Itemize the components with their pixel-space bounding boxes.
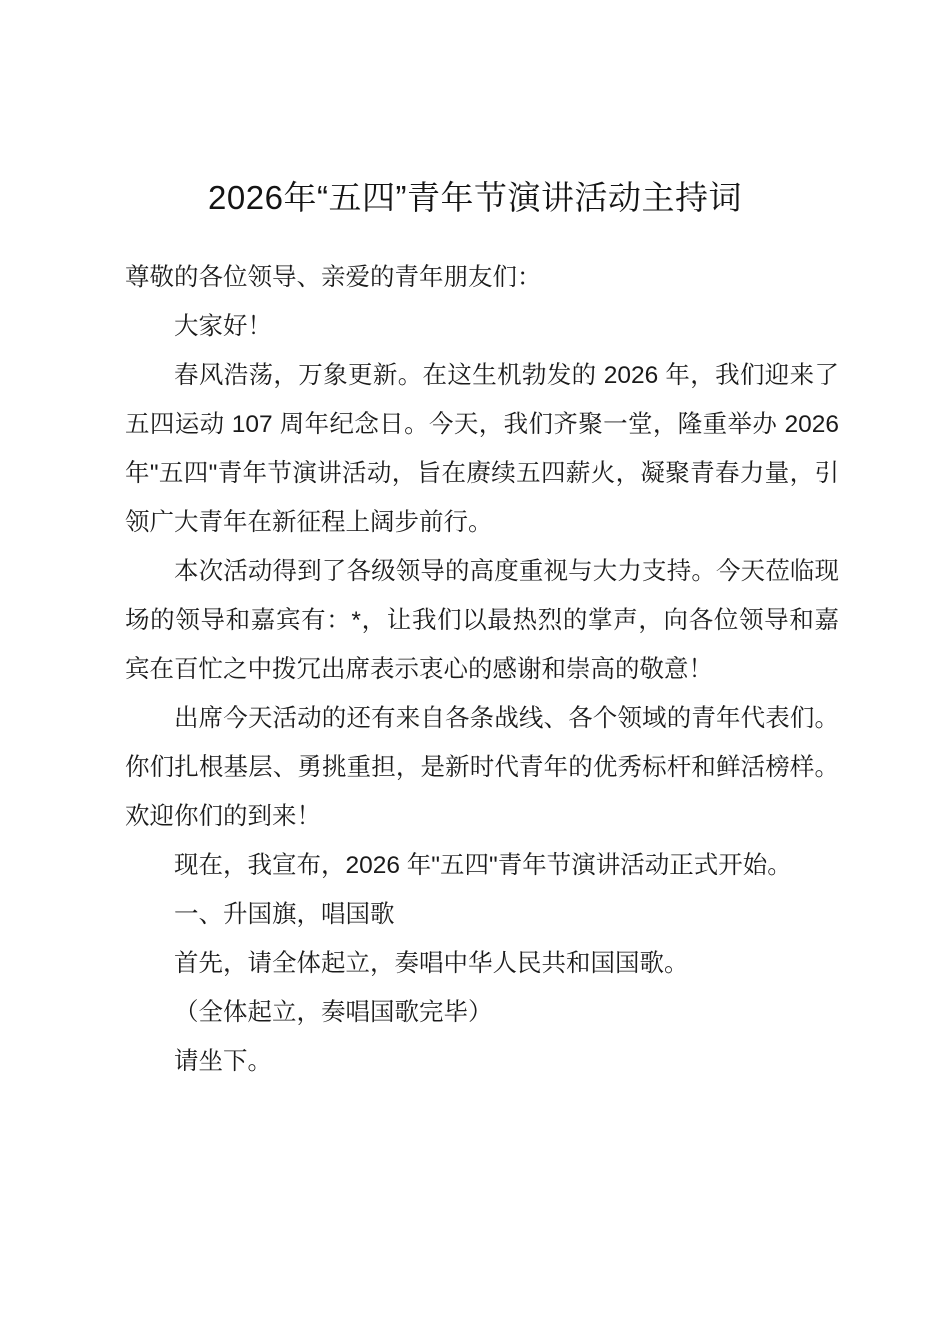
paragraph-greeting: 大家好！	[174, 313, 272, 340]
paragraph-leaders-welcome: 本次活动得到了各级领导的高度重视与大力支持。今天莅临现场的领导和嘉宾有：*，让我们以最热烈的掌声，向各位领导和嘉宾在百忙之中拨冗出席表示衷心的感谢和崇高的敬意！	[125, 558, 839, 683]
paragraph-anthem-instruction: 首先，请全体起立，奏唱中华人民共和国国歌。	[174, 950, 689, 977]
paragraph-declare-open: 现在，我宣布，2026 年"五四"青年节演讲活动正式开始。	[174, 852, 792, 879]
paragraph-youth-representatives: 出席今天活动的还有来自各条战线、各个领域的青年代表们。你们扎根基层、勇挑重担，是新时代青年的优秀标杆和鲜活榜样。欢迎你们的到来！	[125, 705, 839, 830]
document-body	[125, 253, 839, 1086]
page-title: 2026年“五四”青年节演讲活动主持词	[208, 179, 742, 216]
paragraph-opening-remarks: 春风浩荡，万象更新。在这生机勃发的 2026 年，我们迎来了五四运动 107 周年纪念日。今天，我们齐聚一堂，隆重举办 2026 年"五四"青年节演讲活动，旨在赓续五四薪火，凝聚青春力量，引领广大青年在新征程上阔步前行。	[125, 362, 839, 536]
paragraph-anthem-stage-direction: （全体起立，奏唱国歌完毕）	[174, 999, 493, 1026]
section-heading-one: 一、升国旗，唱国歌	[174, 901, 395, 928]
paragraph-be-seated: 请坐下。	[174, 1048, 272, 1075]
paragraph-salutation: 尊敬的各位领导、亲爱的青年朋友们：	[125, 264, 542, 291]
